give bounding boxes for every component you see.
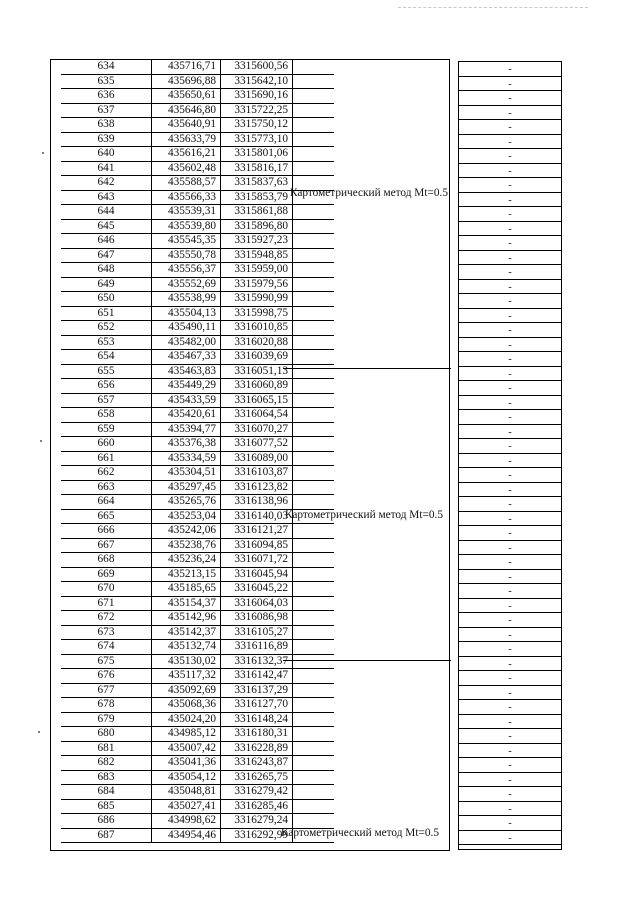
accuracy-cell: - (459, 468, 561, 483)
accuracy-column (458, 61, 562, 850)
accuracy-cell: - (459, 410, 561, 425)
accuracy-cell: - (459, 628, 561, 643)
table-row (61, 785, 334, 800)
table-row (61, 582, 334, 597)
coord-x: 435504,13 (152, 307, 221, 321)
point-number: 675 (61, 655, 152, 669)
coord-y: 3316065,15 (221, 394, 293, 408)
point-number: 653 (61, 336, 152, 350)
coord-y: 3316228,89 (221, 742, 293, 756)
point-number: 659 (61, 423, 152, 437)
coord-x: 435539,80 (152, 220, 221, 234)
coord-y: 3316105,27 (221, 626, 293, 640)
accuracy-cell: - (459, 91, 561, 106)
table-row (61, 89, 334, 104)
coord-y: 3315722,25 (221, 104, 293, 118)
accuracy-cell: - (459, 265, 561, 280)
coord-y: 3316127,70 (221, 698, 293, 712)
coord-y: 3316064,03 (221, 597, 293, 611)
coord-y: 3315773,10 (221, 133, 293, 147)
coord-y: 3316285,46 (221, 800, 293, 814)
accuracy-cell: - (459, 613, 561, 628)
coordinates-table (50, 59, 450, 851)
coord-y: 3315816,17 (221, 162, 293, 176)
point-number: 680 (61, 727, 152, 741)
point-number: 646 (61, 234, 152, 248)
table-row (61, 640, 334, 655)
point-number: 658 (61, 408, 152, 422)
accuracy-cell: - (459, 135, 561, 150)
point-number: 639 (61, 133, 152, 147)
coord-x: 435130,02 (152, 655, 221, 669)
table-row (61, 205, 334, 220)
coord-y: 3316123,82 (221, 481, 293, 495)
point-number: 677 (61, 684, 152, 698)
table-row (61, 597, 334, 612)
point-number: 674 (61, 640, 152, 654)
accuracy-cell: - (459, 251, 561, 266)
coord-x: 435304,51 (152, 466, 221, 480)
coord-y: 3316064,54 (221, 408, 293, 422)
accuracy-cell: - (459, 831, 561, 846)
accuracy-cell: - (459, 338, 561, 353)
accuracy-cell: - (459, 352, 561, 367)
accuracy-cell: - (459, 280, 561, 295)
table-row (61, 611, 334, 626)
coord-y: 3315998,75 (221, 307, 293, 321)
point-number: 669 (61, 568, 152, 582)
table-row (61, 292, 334, 307)
point-number: 685 (61, 800, 152, 814)
point-number: 684 (61, 785, 152, 799)
coord-y: 3316140,03 (221, 510, 293, 524)
accuracy-cell: - (459, 367, 561, 382)
coord-y: 3316292,99 (221, 829, 293, 843)
point-number: 663 (61, 481, 152, 495)
coord-x: 435007,42 (152, 742, 221, 756)
coord-y: 3316077,52 (221, 437, 293, 451)
point-number: 638 (61, 118, 152, 132)
table-row (61, 756, 334, 771)
coord-x: 435334,59 (152, 452, 221, 466)
coord-y: 3315896,80 (221, 220, 293, 234)
coord-x: 435696,88 (152, 75, 221, 89)
coord-y: 3316279,42 (221, 785, 293, 799)
coord-y: 3315959,00 (221, 263, 293, 277)
coord-y: 3316060,89 (221, 379, 293, 393)
table-row (61, 147, 334, 162)
accuracy-cell: - (459, 512, 561, 527)
coord-x: 435054,12 (152, 771, 221, 785)
coord-y: 3316020,88 (221, 336, 293, 350)
coord-x: 435154,37 (152, 597, 221, 611)
coord-x: 435616,21 (152, 147, 221, 161)
coord-x: 435238,76 (152, 539, 221, 553)
table-row (61, 437, 334, 452)
point-number: 655 (61, 365, 152, 379)
coord-y: 3316086,98 (221, 611, 293, 625)
point-number: 679 (61, 713, 152, 727)
coord-x: 435463,83 (152, 365, 221, 379)
accuracy-cell: - (459, 178, 561, 193)
accuracy-cell: - (459, 758, 561, 773)
accuracy-cell: - (459, 454, 561, 469)
coord-x: 435716,71 (152, 60, 221, 74)
accuracy-cell: - (459, 599, 561, 614)
coord-y: 3315690,16 (221, 89, 293, 103)
coord-x: 435376,38 (152, 437, 221, 451)
table-row (61, 307, 334, 322)
point-number: 642 (61, 176, 152, 190)
method-label: Картометрический метод Mt=0.5 (290, 187, 448, 199)
coord-x: 435633,79 (152, 133, 221, 147)
point-number: 670 (61, 582, 152, 596)
table-row (61, 75, 334, 90)
table-row (61, 365, 334, 380)
coord-y: 3316180,31 (221, 727, 293, 741)
table-row (61, 104, 334, 119)
coord-x: 435646,80 (152, 104, 221, 118)
table-row (61, 713, 334, 728)
coord-y: 3316137,29 (221, 684, 293, 698)
coord-y: 3315979,56 (221, 278, 293, 292)
coord-x: 434954,46 (152, 829, 221, 843)
point-number: 683 (61, 771, 152, 785)
table-row (61, 220, 334, 235)
point-number: 635 (61, 75, 152, 89)
coord-y: 3316051,13 (221, 365, 293, 379)
coord-y: 3315801,06 (221, 147, 293, 161)
coord-x: 435142,37 (152, 626, 221, 640)
table-row (61, 727, 334, 742)
coord-y: 3316142,47 (221, 669, 293, 683)
coord-y: 3316039,69 (221, 350, 293, 364)
accuracy-cell: - (459, 773, 561, 788)
point-number: 656 (61, 379, 152, 393)
coord-x: 435602,48 (152, 162, 221, 176)
coord-y: 3316265,75 (221, 771, 293, 785)
table-row (61, 263, 334, 278)
table-row (61, 60, 334, 75)
point-number: 686 (61, 814, 152, 828)
coord-x: 435588,57 (152, 176, 221, 190)
coord-x: 435539,31 (152, 205, 221, 219)
coord-x: 435640,91 (152, 118, 221, 132)
table-row (61, 524, 334, 539)
coord-x: 435552,69 (152, 278, 221, 292)
point-number: 648 (61, 263, 152, 277)
table-row (61, 568, 334, 583)
accuracy-cell: - (459, 642, 561, 657)
accuracy-cell: - (459, 439, 561, 454)
table-row (61, 379, 334, 394)
coord-x: 435185,65 (152, 582, 221, 596)
coord-x: 435236,24 (152, 553, 221, 567)
coord-x: 435253,04 (152, 510, 221, 524)
coord-x: 434985,12 (152, 727, 221, 741)
coord-y: 3316148,24 (221, 713, 293, 727)
point-number: 652 (61, 321, 152, 335)
accuracy-cell: - (459, 570, 561, 585)
point-number: 661 (61, 452, 152, 466)
coord-y: 3316089,00 (221, 452, 293, 466)
coord-x: 435048,81 (152, 785, 221, 799)
coord-y: 3316103,87 (221, 466, 293, 480)
coord-y: 3316121,27 (221, 524, 293, 538)
coord-y: 3315861,88 (221, 205, 293, 219)
coord-y: 3315600,56 (221, 60, 293, 74)
point-number: 645 (61, 220, 152, 234)
accuracy-cell: - (459, 425, 561, 440)
accuracy-cell: - (459, 77, 561, 92)
table-row (61, 495, 334, 510)
point-number: 640 (61, 147, 152, 161)
point-number: 651 (61, 307, 152, 321)
table-row (61, 321, 334, 336)
method-label: Картометрический метод Mt=0.5 (281, 827, 439, 839)
point-number: 641 (61, 162, 152, 176)
table-row (61, 162, 334, 177)
accuracy-cell: - (459, 729, 561, 744)
coord-x: 435545,35 (152, 234, 221, 248)
coord-x: 435566,33 (152, 191, 221, 205)
point-number: 650 (61, 292, 152, 306)
coord-x: 435242,06 (152, 524, 221, 538)
accuracy-cell: - (459, 236, 561, 251)
point-number: 681 (61, 742, 152, 756)
accuracy-cell: - (459, 120, 561, 135)
table-row (61, 452, 334, 467)
table-row (61, 408, 334, 423)
coord-x: 435297,45 (152, 481, 221, 495)
accuracy-cell: - (459, 323, 561, 338)
coord-x: 435068,36 (152, 698, 221, 712)
coord-x: 435041,36 (152, 756, 221, 770)
point-number: 647 (61, 249, 152, 263)
coord-x: 435550,78 (152, 249, 221, 263)
point-number: 673 (61, 626, 152, 640)
point-number: 644 (61, 205, 152, 219)
table-row (61, 481, 334, 496)
accuracy-cell: - (459, 686, 561, 701)
accuracy-cell: - (459, 555, 561, 570)
accuracy-cell: - (459, 106, 561, 121)
table-row (61, 394, 334, 409)
table-row (61, 698, 334, 713)
table-row (61, 742, 334, 757)
point-number: 666 (61, 524, 152, 538)
coord-y: 3315948,85 (221, 249, 293, 263)
accuracy-cell: - (459, 497, 561, 512)
point-number: 687 (61, 829, 152, 843)
point-number: 676 (61, 669, 152, 683)
accuracy-cell: - (459, 816, 561, 831)
group-divider (283, 660, 451, 661)
coord-x: 435027,41 (152, 800, 221, 814)
coord-x: 435142,96 (152, 611, 221, 625)
point-number: 665 (61, 510, 152, 524)
coord-x: 434998,62 (152, 814, 221, 828)
table-row (61, 118, 334, 133)
coord-y: 3316045,22 (221, 582, 293, 596)
table-row (61, 771, 334, 786)
accuracy-cell: - (459, 657, 561, 672)
coord-x: 435394,77 (152, 423, 221, 437)
coord-y: 3316279,24 (221, 814, 293, 828)
point-number: 649 (61, 278, 152, 292)
accuracy-cell: - (459, 541, 561, 556)
table-row (61, 278, 334, 293)
coord-y: 3315750,12 (221, 118, 293, 132)
table-row (61, 350, 334, 365)
coord-y: 3316138,96 (221, 495, 293, 509)
coord-y: 3316070,27 (221, 423, 293, 437)
coord-x: 435467,33 (152, 350, 221, 364)
point-number: 637 (61, 104, 152, 118)
coord-x: 435117,32 (152, 669, 221, 683)
accuracy-cell: - (459, 294, 561, 309)
table-row (61, 249, 334, 264)
accuracy-cell: - (459, 222, 561, 237)
coord-x: 435490,11 (152, 321, 221, 335)
coord-x: 435265,76 (152, 495, 221, 509)
point-number: 634 (61, 60, 152, 74)
accuracy-cell: - (459, 715, 561, 730)
coord-y: 3315837,63 (221, 176, 293, 190)
coord-x: 435556,37 (152, 263, 221, 277)
point-number: 667 (61, 539, 152, 553)
accuracy-cell: - (459, 787, 561, 802)
accuracy-cell: - (459, 62, 561, 77)
coord-y: 3316010,85 (221, 321, 293, 335)
coord-y: 3315642,10 (221, 75, 293, 89)
point-number: 664 (61, 495, 152, 509)
table-row (61, 669, 334, 684)
accuracy-cell: - (459, 193, 561, 208)
accuracy-cell: - (459, 584, 561, 599)
scan-speck (40, 440, 42, 442)
coord-y: 3316132,37 (221, 655, 293, 669)
coord-x: 435650,61 (152, 89, 221, 103)
table-row (61, 655, 334, 670)
coord-y: 3316116,89 (221, 640, 293, 654)
coordinate-rows (61, 60, 334, 850)
accuracy-cell: - (459, 164, 561, 179)
accuracy-cell: - (459, 802, 561, 817)
table-row (61, 336, 334, 351)
accuracy-cell: - (459, 309, 561, 324)
accuracy-cell: - (459, 744, 561, 759)
coord-y: 3316243,87 (221, 756, 293, 770)
accuracy-cell: - (459, 483, 561, 498)
coord-x: 435433,59 (152, 394, 221, 408)
accuracy-cell: - (459, 396, 561, 411)
coord-y: 3316094,85 (221, 539, 293, 553)
coord-x: 435092,69 (152, 684, 221, 698)
coord-y: 3316045,94 (221, 568, 293, 582)
accuracy-cell: - (459, 381, 561, 396)
coord-x: 435132,74 (152, 640, 221, 654)
accuracy-cell: - (459, 526, 561, 541)
method-label: Картометрический метод Mt=0.5 (285, 509, 443, 521)
point-number: 654 (61, 350, 152, 364)
point-number: 668 (61, 553, 152, 567)
table-row (61, 466, 334, 481)
point-number: 671 (61, 597, 152, 611)
point-number: 657 (61, 394, 152, 408)
table-row (61, 423, 334, 438)
accuracy-cell: - (459, 207, 561, 222)
coord-x: 435482,00 (152, 336, 221, 350)
coord-x: 435024,20 (152, 713, 221, 727)
point-number: 636 (61, 89, 152, 103)
accuracy-cell: - (459, 671, 561, 686)
coord-x: 435449,29 (152, 379, 221, 393)
scan-mark (398, 7, 588, 8)
point-number: 643 (61, 191, 152, 205)
point-number: 678 (61, 698, 152, 712)
accuracy-cell: - (459, 149, 561, 164)
point-number: 682 (61, 756, 152, 770)
coord-x: 435213,15 (152, 568, 221, 582)
point-number: 660 (61, 437, 152, 451)
scan-speck (42, 152, 44, 154)
coord-y: 3315927,23 (221, 234, 293, 248)
table-row (61, 553, 334, 568)
coord-y: 3316071,72 (221, 553, 293, 567)
scan-speck (38, 731, 40, 733)
table-row (61, 234, 334, 249)
coord-y: 3315853,79 (221, 191, 293, 205)
point-number: 662 (61, 466, 152, 480)
accuracy-cell: - (459, 700, 561, 715)
coord-x: 435538,99 (152, 292, 221, 306)
table-row (61, 539, 334, 554)
table-row (61, 800, 334, 815)
coord-y: 3315990,99 (221, 292, 293, 306)
coord-x: 435420,61 (152, 408, 221, 422)
table-row (61, 133, 334, 148)
group-divider (283, 368, 451, 369)
table-row (61, 684, 334, 699)
point-number: 672 (61, 611, 152, 625)
table-row (61, 626, 334, 641)
